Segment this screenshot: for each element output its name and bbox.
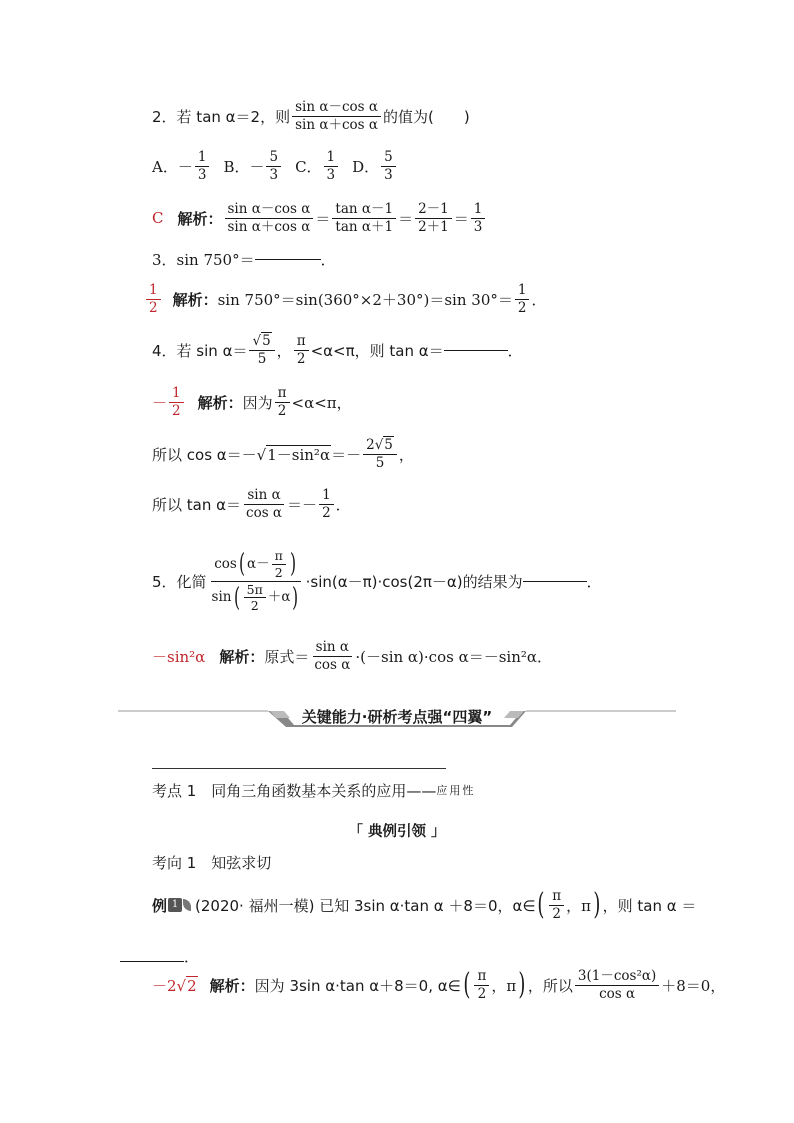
q2-option-b-label: B．－ bbox=[223, 157, 265, 176]
kaodian-heading bbox=[152, 772, 475, 808]
example-answer: －2√2 bbox=[152, 976, 197, 995]
q2-option-c-num: 1 bbox=[324, 150, 339, 167]
example-answer-rad: 2 bbox=[187, 976, 197, 995]
example-int-frac bbox=[549, 889, 564, 922]
q4-analysis-label: 解析： bbox=[197, 393, 243, 412]
example-sol-lparen: ( bbox=[463, 967, 471, 1002]
example-sol-int-num: π bbox=[474, 969, 489, 986]
q3-sol-text: sin 750°＝sin(360°×2＋30°)＝sin 30°＝ bbox=[217, 290, 513, 309]
q2-sol-frac-1-num: sin α－cos α bbox=[225, 202, 314, 219]
q2-eq-3: ＝ bbox=[453, 209, 469, 228]
q4-line3-ans-num: 1 bbox=[319, 488, 334, 505]
q4-line3-num: sin α bbox=[244, 488, 283, 505]
kaoxiang-heading bbox=[152, 842, 271, 882]
q2-option-b-den: 3 bbox=[269, 166, 279, 183]
q2-option-a-label: A．－ bbox=[152, 157, 193, 176]
q2-stem-suffix: 的值为( ) bbox=[382, 107, 470, 126]
q5-frac-num bbox=[211, 549, 301, 582]
q5-num-pi: π bbox=[272, 549, 286, 565]
q2-sol-frac-1 bbox=[225, 202, 314, 235]
q2-option-c-value bbox=[324, 150, 339, 183]
kaodian-tag: 应用性 bbox=[436, 784, 476, 797]
q3-stem bbox=[152, 239, 336, 279]
q3-answer-num: 1 bbox=[146, 283, 161, 300]
example-int-den: 2 bbox=[552, 905, 561, 922]
q2-frac-den: sin α＋cos α bbox=[295, 116, 378, 133]
q4-line2-num-rad: 5 bbox=[384, 436, 393, 453]
q2-sol-frac-2-den: tan α＋1 bbox=[335, 218, 394, 235]
q2-analysis-label: 解析： bbox=[177, 209, 223, 228]
q5-sol-num: sin α bbox=[313, 640, 352, 657]
q4-line2-frac bbox=[363, 438, 397, 471]
example-end: ． bbox=[184, 948, 200, 966]
q5-num-rparen: ) bbox=[289, 549, 296, 580]
q4-because-den: 2 bbox=[277, 402, 287, 419]
q4-line2-radicand: 1－sin²α bbox=[267, 445, 331, 464]
q4-solution-line2 bbox=[152, 434, 414, 474]
example-sol-prefix: 因为 3sin α·tan α＋8＝0, α∈ bbox=[254, 976, 461, 995]
q2-option-d-num: 5 bbox=[381, 150, 396, 167]
example-sol-int-end: ，π bbox=[491, 976, 517, 995]
q4-line2-den: 5 bbox=[375, 454, 385, 471]
example-number-icon: 1 bbox=[168, 898, 182, 912]
q2-sol-frac-1-den: sin α＋cos α bbox=[227, 218, 311, 235]
q4-stem-prefix: 4．若 sin α＝ bbox=[152, 341, 248, 360]
example-sol-end: ＋8＝0， bbox=[661, 976, 726, 995]
q5-den-two: 2 bbox=[250, 598, 259, 614]
q5-stem bbox=[152, 536, 602, 626]
q2-stem-prefix: 2．若 tan α＝2，则 bbox=[152, 107, 291, 126]
q4-line3-prefix: 所以 tan α＝ bbox=[152, 495, 242, 514]
q4-range-num: π bbox=[294, 334, 309, 351]
q5-stem-end: ． bbox=[586, 572, 602, 591]
q2-eq-1: ＝ bbox=[315, 209, 331, 228]
q5-den-inner: ＋α bbox=[267, 589, 291, 606]
q5-num-lparen: ( bbox=[238, 549, 245, 580]
example-prefix: 例 bbox=[152, 896, 168, 915]
banner-title: 关键能力·研析考点强“四翼” bbox=[301, 708, 493, 726]
q2-option-d-den: 3 bbox=[384, 166, 393, 183]
example-sol-frac-num: 3(1－cos²α) bbox=[575, 969, 659, 986]
q4-line3-end: ． bbox=[335, 495, 351, 514]
q4-answer-den: 2 bbox=[172, 402, 181, 419]
example-int-num: π bbox=[549, 889, 564, 906]
example-analysis-label: 解析： bbox=[209, 976, 255, 995]
q3-sol-den: 2 bbox=[517, 299, 527, 316]
q2-frac-num: sin α－cos α bbox=[292, 100, 381, 117]
q5-solution bbox=[152, 636, 552, 676]
kaodian-title: 考点 1 同角三角函数基本关系的应用—— bbox=[152, 781, 437, 800]
q4-line3-ans-den: 2 bbox=[322, 504, 331, 521]
q5-sol-prefix: 原式＝ bbox=[264, 647, 310, 666]
q2-sol-frac-3 bbox=[415, 202, 452, 235]
example-int-lparen: ( bbox=[537, 887, 545, 922]
q3-answer bbox=[146, 283, 161, 316]
q4-because: 因为 bbox=[242, 393, 273, 412]
q2-sol-frac-3-den: 2＋1 bbox=[418, 218, 449, 235]
example-int-rparen: ) bbox=[593, 887, 601, 922]
q4-answer bbox=[169, 386, 184, 419]
q4-line2-end: ， bbox=[398, 445, 414, 464]
q2-option-d-label: D． bbox=[352, 157, 380, 176]
q5-sol-den: cos α bbox=[314, 656, 351, 673]
q2-option-a-value bbox=[195, 150, 210, 183]
q2-answer: C bbox=[152, 209, 164, 227]
q5-den-pi-frac bbox=[244, 583, 266, 614]
example-answer-coef: －2 bbox=[152, 976, 177, 995]
q5-sol-suffix: ·(－sin α)·cos α＝－sin²α． bbox=[355, 647, 552, 666]
q4-because-num: π bbox=[275, 386, 290, 403]
example-sol-frac bbox=[575, 969, 659, 1002]
example-sol-rparen: ) bbox=[518, 967, 526, 1002]
q5-num-inner: α－ bbox=[246, 555, 270, 572]
q5-stem-mid: ·sin(α－π)·cos(2π－α)的结果为 bbox=[305, 572, 523, 591]
example-sol-mid: ，所以 bbox=[527, 976, 573, 995]
q2-solution bbox=[152, 198, 487, 238]
q4-answer-blank bbox=[444, 350, 508, 351]
q2-sol-frac-4-den: 3 bbox=[473, 218, 483, 235]
q5-analysis-label: 解析： bbox=[219, 647, 265, 666]
q2-sol-frac-4-num: 1 bbox=[471, 202, 486, 219]
q3-solution bbox=[144, 279, 546, 319]
q2-sol-frac-2-num: tan α－1 bbox=[332, 202, 396, 219]
q5-num-pi-frac bbox=[272, 549, 286, 580]
q5-fraction bbox=[209, 549, 304, 613]
q5-den-lparen: ( bbox=[233, 582, 240, 613]
q3-sol-frac bbox=[515, 283, 530, 316]
q2-option-c-den: 3 bbox=[326, 166, 336, 183]
q2-option-c-label: C． bbox=[295, 157, 322, 176]
q2-option-b-num: 5 bbox=[266, 150, 281, 167]
q2-options bbox=[152, 146, 398, 186]
q4-line3-eq: ＝－ bbox=[287, 495, 318, 514]
example-stem bbox=[152, 882, 696, 928]
kaodian-rule bbox=[152, 768, 446, 769]
q2-sol-frac-3-num: 2－1 bbox=[415, 202, 452, 219]
q4-stem bbox=[152, 330, 523, 370]
q5-answer-blank bbox=[523, 581, 587, 582]
q5-num-func: cos bbox=[214, 555, 237, 572]
example-int-end: ，π bbox=[566, 896, 591, 915]
q4-range-frac bbox=[294, 334, 309, 367]
q2-eq-2: ＝ bbox=[398, 209, 414, 228]
q5-answer: －sin²α bbox=[152, 647, 206, 666]
q4-comma: ， bbox=[276, 341, 292, 360]
example-sol-frac-den: cos α bbox=[599, 985, 636, 1002]
q4-line2-eq: ＝－ bbox=[331, 445, 362, 464]
example-sol-int-den: 2 bbox=[477, 985, 487, 1002]
q2-option-b-value bbox=[266, 150, 281, 183]
q4-answer-sign: － bbox=[152, 393, 168, 412]
q5-stem-prefix: 5．化简 bbox=[152, 572, 207, 591]
q4-answer-num: 1 bbox=[169, 386, 184, 403]
kaoxiang-title: 考向 1 知弦求切 bbox=[152, 853, 272, 872]
q3-analysis-label: 解析： bbox=[172, 290, 218, 309]
section-banner bbox=[118, 700, 676, 734]
q5-den-func: sin bbox=[211, 589, 232, 606]
q2-stem bbox=[152, 96, 470, 136]
q2-sol-frac-2 bbox=[332, 202, 396, 235]
q4-sin-num: √5 bbox=[249, 334, 274, 351]
q4-because-frac bbox=[275, 386, 290, 419]
q3-answer-blank bbox=[255, 259, 321, 260]
q5-den-pi: 5π bbox=[244, 583, 266, 599]
q3-answer-den: 2 bbox=[149, 299, 158, 316]
example-suffix: ，则 tan α ＝ bbox=[602, 896, 697, 915]
q4-line2-root: √1－sin²α bbox=[256, 445, 331, 464]
q4-sin-den: 5 bbox=[257, 350, 267, 367]
q5-den-rparen: ) bbox=[292, 582, 299, 613]
q4-solution-line1 bbox=[152, 382, 352, 422]
q4-sin-radicand: 5 bbox=[262, 332, 271, 349]
q4-sin-value bbox=[249, 334, 274, 367]
q4-line3-frac bbox=[243, 488, 285, 521]
q4-range-text: <α<π，则 tan α＝ bbox=[310, 341, 444, 360]
q5-sol-frac bbox=[311, 640, 353, 673]
q3-sol-num: 1 bbox=[515, 283, 530, 300]
q2-option-d-value bbox=[381, 150, 396, 183]
q3-sol-end: ． bbox=[531, 290, 547, 309]
q4-because-text: <α<π， bbox=[291, 393, 352, 412]
example-sol-int-frac bbox=[474, 969, 489, 1002]
section-title: 「 典例引领 」 bbox=[348, 824, 446, 840]
q3-stem-text: 3．sin 750°＝ bbox=[152, 250, 255, 269]
example-solution bbox=[152, 962, 725, 1008]
q4-solution-line3 bbox=[152, 484, 351, 524]
q2-fraction bbox=[292, 100, 381, 133]
q3-stem-end: ． bbox=[320, 250, 336, 269]
q4-line3-den: cos α bbox=[246, 504, 283, 521]
q4-line2-prefix: 所以 cos α＝－ bbox=[152, 445, 257, 464]
q4-line3-ans bbox=[319, 488, 334, 521]
q2-sol-frac-4 bbox=[471, 202, 486, 235]
q4-line2-num: 2√5 bbox=[363, 438, 397, 455]
q2-option-a-num: 1 bbox=[195, 150, 210, 167]
q4-line2-coef: 2 bbox=[366, 436, 375, 453]
leaf-icon bbox=[183, 899, 191, 911]
q5-num-two: 2 bbox=[274, 564, 283, 580]
example-source: (2020· 福州一模) 已知 3sin α·tan α ＋8＝0，α∈ bbox=[195, 896, 536, 915]
q5-frac-den bbox=[209, 582, 304, 614]
q4-stem-end: ． bbox=[507, 341, 523, 360]
q2-option-a-den: 3 bbox=[197, 166, 207, 183]
q4-range-den: 2 bbox=[296, 350, 306, 367]
